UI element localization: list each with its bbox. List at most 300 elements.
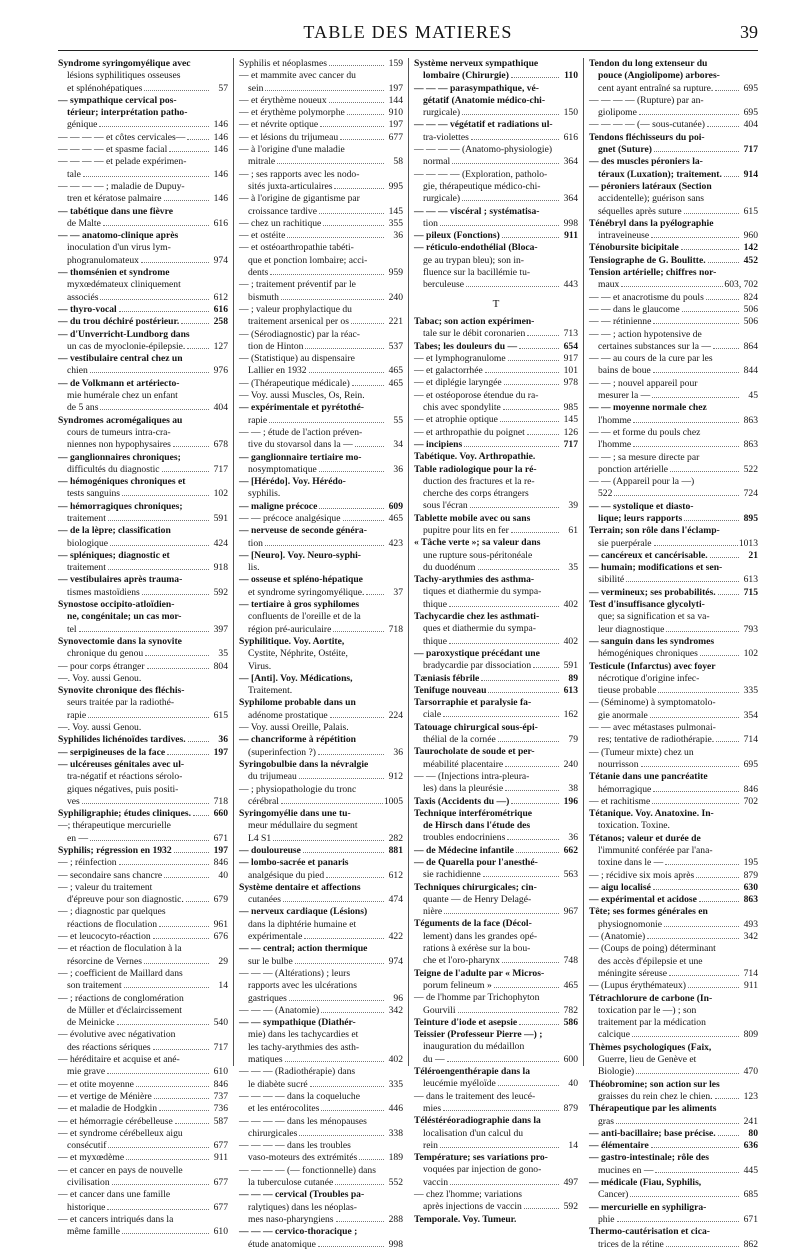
entry-text: — et hémorragie cérébelleuse bbox=[58, 1115, 173, 1127]
index-entry bbox=[239, 587, 403, 599]
entry-text: méningite séreuse bbox=[598, 967, 667, 979]
leader-dots bbox=[707, 126, 739, 127]
leader-dots bbox=[136, 1086, 209, 1087]
page-ref: 142 bbox=[743, 242, 758, 254]
leader-dots bbox=[318, 754, 384, 755]
entry-text: — thomsénien et syndrome bbox=[58, 267, 170, 279]
entry-text: Syndromes acromégaliques au bbox=[58, 414, 183, 426]
index-entry bbox=[589, 784, 758, 796]
index-entry bbox=[58, 993, 228, 1005]
index-entry bbox=[414, 562, 578, 574]
index-entry bbox=[589, 796, 758, 808]
entry-text: Traitement. bbox=[248, 685, 293, 697]
entry-text: le diabète sucré bbox=[248, 1078, 308, 1090]
leader-dots bbox=[99, 126, 209, 127]
index-entry bbox=[589, 1029, 758, 1041]
index-entry bbox=[589, 488, 758, 500]
page-ref: 717 bbox=[213, 1041, 228, 1053]
entry-text: — — au cours de la cure par les bbox=[589, 353, 713, 365]
index-entry bbox=[58, 464, 228, 476]
index-entry bbox=[589, 513, 758, 525]
index-entry bbox=[58, 636, 228, 648]
page-ref: 736 bbox=[213, 1103, 228, 1115]
index-entry bbox=[239, 1239, 403, 1251]
leader-dots bbox=[498, 741, 559, 742]
entry-text: — et ostéite bbox=[239, 230, 286, 242]
page-ref: 423 bbox=[388, 537, 403, 549]
page-ref: 402 bbox=[388, 1054, 403, 1066]
entry-text: ne, congénitale; un cas mor- bbox=[67, 611, 182, 623]
entry-text: tion de Hinton bbox=[248, 340, 304, 352]
index-entry bbox=[414, 267, 578, 279]
index-entry bbox=[239, 1214, 403, 1226]
entry-text: même famille bbox=[67, 1226, 121, 1238]
entry-text: térieur; interprétation patho- bbox=[67, 107, 188, 119]
entry-text: gastriques bbox=[248, 992, 287, 1004]
index-entry bbox=[58, 943, 228, 955]
entry-text: Syphilis et néoplasmes bbox=[239, 58, 327, 69]
entry-text: Syringomyélie dans une tu- bbox=[239, 808, 351, 820]
index-entry bbox=[589, 1017, 758, 1029]
index-entry bbox=[239, 365, 403, 377]
page-ref: 846 bbox=[743, 783, 758, 795]
entry-text: Tablette mobile avec ou sans bbox=[414, 512, 531, 524]
index-entry bbox=[58, 1128, 228, 1140]
entry-text: rurgicale) bbox=[423, 193, 461, 205]
index-entry bbox=[414, 918, 578, 930]
entry-text: Tæniasis fébrile bbox=[414, 672, 480, 684]
index-entry bbox=[239, 1116, 403, 1128]
page-ref: 123 bbox=[743, 1090, 758, 1102]
page-ref: 679 bbox=[213, 894, 228, 906]
index-entry bbox=[414, 1066, 578, 1078]
entry-text: expérimentale bbox=[248, 931, 303, 943]
index-entry bbox=[589, 329, 758, 341]
index-entry bbox=[58, 894, 228, 906]
index-entry bbox=[414, 414, 578, 426]
index-entry bbox=[414, 341, 578, 353]
entry-text: tiques et diathermie du sympa- bbox=[423, 586, 542, 598]
index-entry bbox=[58, 796, 228, 808]
entry-text: — et cancers intriqués dans la bbox=[58, 1213, 174, 1225]
page-ref: 36 bbox=[218, 734, 228, 746]
page-ref: 146 bbox=[213, 131, 228, 143]
leader-dots bbox=[154, 1098, 209, 1099]
entry-text: résorcine de Vernes bbox=[67, 955, 142, 967]
leader-dots bbox=[305, 348, 384, 349]
entry-text: graisses du rein chez le chien. bbox=[598, 1090, 713, 1102]
index-entry bbox=[239, 661, 403, 673]
entry-text: fluence sur la bacillémie tu- bbox=[423, 267, 531, 279]
leader-dots bbox=[653, 323, 739, 324]
leader-dots bbox=[283, 901, 384, 902]
index-entry bbox=[414, 636, 578, 648]
leader-dots bbox=[533, 667, 559, 668]
index-entry bbox=[414, 156, 578, 168]
index-entry bbox=[414, 377, 578, 389]
entry-text: Syphilis; régression en 1932 bbox=[58, 845, 172, 856]
index-entry bbox=[239, 464, 403, 476]
index-entry bbox=[414, 820, 578, 832]
leader-dots bbox=[715, 1098, 739, 1099]
page-ref: 695 bbox=[743, 107, 758, 119]
page-ref: 630 bbox=[743, 881, 758, 893]
index-entry bbox=[589, 156, 758, 168]
page-ref: 552 bbox=[388, 1177, 403, 1189]
entry-text: biologique bbox=[67, 537, 109, 549]
page-ref: 145 bbox=[563, 414, 578, 426]
index-entry bbox=[58, 439, 228, 451]
index-entry bbox=[589, 70, 758, 82]
leader-dots bbox=[670, 471, 739, 472]
entry-text: berculeuse bbox=[423, 279, 465, 291]
page-ref: 35 bbox=[218, 648, 228, 660]
index-entry bbox=[414, 906, 578, 918]
page-ref: 881 bbox=[388, 845, 403, 856]
index-entry bbox=[414, 845, 578, 857]
entry-text: — héréditaire et acquise et ané- bbox=[58, 1054, 180, 1066]
entry-text: — à l'origine d'une maladie bbox=[239, 144, 345, 156]
entry-text: — — — — dans les ménopauses bbox=[239, 1115, 367, 1127]
entry-text: — expérimental et acidose bbox=[589, 894, 697, 906]
entry-text: — [Hérédo]. Voy. Hérédo- bbox=[239, 476, 346, 488]
entry-text: — ganglionnaire tertiaire mo- bbox=[239, 451, 362, 463]
index-entry bbox=[589, 562, 758, 574]
index-entry bbox=[414, 1164, 578, 1176]
index-entry bbox=[239, 292, 403, 304]
entry-text: Teissier (Professeur Pierre —) ; bbox=[414, 1029, 543, 1041]
entry-text: normal bbox=[423, 156, 451, 168]
index-entry bbox=[239, 378, 403, 390]
index-entry bbox=[239, 488, 403, 500]
entry-text: mucines en — bbox=[598, 1164, 654, 1176]
entry-text: (superinfection ?) bbox=[248, 746, 316, 758]
index-entry bbox=[414, 206, 578, 218]
index-entry bbox=[58, 906, 228, 918]
page-ref: 36 bbox=[393, 463, 403, 475]
index-entry bbox=[58, 599, 228, 611]
entry-text: — — avec métastases pulmonai- bbox=[589, 722, 716, 734]
page-ref: 612 bbox=[213, 291, 228, 303]
entry-text: — (Statistique) au dispensaire bbox=[239, 353, 355, 365]
index-entry bbox=[589, 1054, 758, 1066]
index-entry bbox=[239, 1177, 403, 1189]
entry-text: génique bbox=[67, 119, 98, 131]
page-ref: 748 bbox=[563, 955, 578, 967]
leader-dots bbox=[335, 1184, 384, 1185]
leader-dots bbox=[440, 225, 559, 226]
index-entry bbox=[58, 1066, 228, 1078]
entry-text: tel bbox=[67, 623, 77, 635]
index-entry bbox=[58, 402, 228, 414]
entry-text: Syphiligraphie; études cliniques. bbox=[58, 808, 192, 820]
entry-text: et splénohépatiques bbox=[67, 82, 143, 94]
page-ref: 79 bbox=[568, 734, 578, 746]
index-entry bbox=[239, 1029, 403, 1041]
index-entry bbox=[58, 587, 228, 599]
index-entry bbox=[58, 230, 228, 242]
entry-text: giques négatives, puis positi- bbox=[67, 783, 179, 795]
page-ref: 37 bbox=[393, 586, 403, 598]
leader-dots bbox=[665, 864, 739, 865]
entry-text: — — — — et spasme facial bbox=[58, 144, 168, 156]
entry-text: trices de la rétine bbox=[598, 1238, 664, 1250]
index-entry bbox=[589, 722, 758, 734]
page-ref: 144 bbox=[388, 94, 403, 106]
index-entry bbox=[239, 107, 403, 119]
entry-text: Tachy-arythmies des asthma- bbox=[414, 574, 535, 586]
index-entry bbox=[239, 550, 403, 562]
entry-text: — — — — dans la coqueluche bbox=[239, 1090, 360, 1102]
entry-text: civilisation bbox=[67, 1177, 110, 1189]
leader-dots bbox=[508, 360, 559, 361]
entry-text: — et ostéoporose étendue du ra- bbox=[414, 389, 539, 401]
entry-text: traitement bbox=[67, 512, 106, 524]
leader-dots bbox=[621, 286, 723, 287]
entry-text: ralytiques) dans les néoplas- bbox=[248, 1201, 357, 1213]
index-entry bbox=[239, 747, 403, 759]
page-ref: 89 bbox=[568, 672, 578, 684]
index-entry bbox=[58, 144, 228, 156]
entry-text: — et rachitisme bbox=[589, 795, 651, 807]
index-entry bbox=[58, 845, 228, 857]
entry-text: lique; leurs rapports bbox=[598, 512, 683, 524]
leader-dots bbox=[90, 840, 209, 841]
index-entry bbox=[589, 611, 758, 623]
entry-text: — osseuse et spléno-hépatique bbox=[239, 574, 363, 586]
index-entry bbox=[589, 1140, 758, 1152]
index-entry bbox=[58, 218, 228, 230]
page-ref: 695 bbox=[743, 758, 758, 770]
entry-text: troubles endocriniens bbox=[423, 832, 506, 844]
page-ref: 14 bbox=[218, 980, 228, 992]
entry-text: — des muscles péroniers la- bbox=[589, 156, 703, 168]
leader-dots bbox=[444, 913, 559, 914]
page-ref: 101 bbox=[563, 365, 578, 377]
leader-dots bbox=[281, 803, 383, 804]
leader-dots bbox=[478, 569, 560, 570]
entry-text: Tenifuge nouveau bbox=[414, 684, 487, 696]
page-header bbox=[58, 22, 758, 48]
entry-text: phie bbox=[598, 1213, 615, 1225]
index-entry bbox=[239, 119, 403, 131]
leader-dots bbox=[447, 1061, 559, 1062]
page-ref: 612 bbox=[388, 869, 403, 881]
entry-text: — ; réactions de conglomération bbox=[58, 992, 184, 1004]
index-entry bbox=[239, 1017, 403, 1029]
index-entry bbox=[239, 980, 403, 992]
entry-text: — chez l'homme; variations bbox=[414, 1189, 523, 1201]
leader-dots bbox=[340, 139, 384, 140]
entry-text: des réactions sériques bbox=[67, 1041, 151, 1053]
page-ref: 717 bbox=[563, 438, 578, 450]
leader-dots bbox=[193, 815, 209, 816]
page-ref: 29 bbox=[218, 955, 228, 967]
entry-text: — expérimentale et pyrétothé- bbox=[239, 402, 364, 414]
entry-text: — réticulo-endothélial (Bloca- bbox=[414, 242, 538, 254]
page-ref: 863 bbox=[743, 894, 758, 906]
index-entry bbox=[58, 488, 228, 500]
index-entry bbox=[239, 611, 403, 623]
leader-dots bbox=[153, 1049, 209, 1050]
index-entry bbox=[239, 648, 403, 660]
index-entry bbox=[414, 1189, 578, 1201]
index-entry bbox=[58, 316, 228, 328]
leader-dots bbox=[653, 791, 739, 792]
entry-text: ves bbox=[67, 795, 80, 807]
entry-text: mie grave bbox=[67, 1066, 106, 1078]
entry-text: du — bbox=[423, 1053, 445, 1065]
entry-text: lis. bbox=[248, 562, 260, 574]
index-entry bbox=[414, 1005, 578, 1017]
leader-dots bbox=[88, 717, 209, 718]
page-ref: 102 bbox=[743, 648, 758, 660]
index-entry bbox=[239, 857, 403, 869]
entry-text: cherche des corps étrangers bbox=[423, 488, 529, 500]
entry-text: — — — — et côtes cervicales— bbox=[58, 131, 186, 143]
entry-text: — et arthropathie du poignet bbox=[414, 426, 525, 438]
leader-dots bbox=[122, 1233, 209, 1234]
leader-dots bbox=[100, 409, 209, 410]
index-entry bbox=[414, 857, 578, 869]
leader-dots bbox=[117, 1024, 209, 1025]
index-entry bbox=[239, 808, 403, 820]
entry-text: — ; réinfection bbox=[58, 857, 117, 869]
leader-dots bbox=[524, 1208, 559, 1209]
entry-text: — cancéreux et cancérisable. bbox=[589, 549, 708, 561]
entry-text: Tétanique. Voy. Anatoxine. In- bbox=[589, 808, 714, 820]
index-entry bbox=[239, 242, 403, 254]
entry-text: — de Volkmann et artériecto- bbox=[58, 377, 180, 389]
leader-dots bbox=[334, 188, 384, 189]
index-entry bbox=[414, 439, 578, 451]
leader-dots bbox=[516, 852, 559, 853]
index-entry bbox=[589, 452, 758, 464]
index-entry bbox=[414, 1017, 578, 1029]
page-ref: 592 bbox=[213, 586, 228, 598]
page-ref: 424 bbox=[213, 537, 228, 549]
index-entry bbox=[239, 1189, 403, 1201]
entry-text: — humain; modifications et sen- bbox=[589, 562, 723, 574]
index-entry bbox=[414, 255, 578, 267]
entry-text: nière bbox=[423, 906, 443, 918]
index-entry bbox=[414, 968, 578, 980]
leader-dots bbox=[650, 717, 739, 718]
index-entry bbox=[589, 759, 758, 771]
index-entry bbox=[239, 574, 403, 586]
index-entry bbox=[589, 538, 758, 550]
entry-text: tismes mastoïdiens bbox=[67, 586, 140, 598]
leader-dots bbox=[651, 1147, 739, 1148]
entry-text: Tendons fléchisseurs du poi- bbox=[589, 131, 705, 143]
leader-dots bbox=[366, 594, 384, 595]
index-entry bbox=[414, 119, 578, 131]
entry-text: pouce (Angiolipome) arbores- bbox=[598, 70, 720, 82]
index-entry bbox=[239, 906, 403, 918]
page-ref: 713 bbox=[563, 328, 578, 340]
index-entry bbox=[58, 919, 228, 931]
entry-text: que; sa signification et sa va- bbox=[598, 611, 710, 623]
entry-text: maux bbox=[598, 279, 620, 291]
entry-text: de Hirsch dans l'étude des bbox=[423, 820, 531, 832]
entry-text: — — systolique et diasto- bbox=[589, 500, 694, 512]
entry-text: Tarsorraphie et paralysie fa- bbox=[414, 697, 532, 709]
index-entry bbox=[589, 181, 758, 193]
page-ref: 282 bbox=[388, 832, 403, 844]
entry-text: — — — — (Rupture) par an- bbox=[589, 94, 704, 106]
entry-text: bradycardie par dissociation bbox=[423, 660, 532, 672]
page-ref: 34 bbox=[393, 439, 403, 451]
leader-dots bbox=[265, 90, 384, 91]
entry-text: — ; coefficient de Maillard dans bbox=[58, 967, 183, 979]
leader-dots bbox=[351, 323, 384, 324]
index-entry bbox=[239, 415, 403, 427]
index-entry bbox=[414, 316, 578, 328]
entry-text: Cancer) bbox=[598, 1189, 629, 1201]
page-ref: 338 bbox=[388, 1127, 403, 1139]
index-entry bbox=[414, 722, 578, 734]
entry-text: — — (Injections intra-pleura- bbox=[414, 770, 530, 782]
entry-text: — — et anacrotisme du pouls bbox=[589, 291, 704, 303]
index-entry bbox=[414, 390, 578, 402]
entry-text: — — — viscéral ; systématisa- bbox=[414, 205, 540, 217]
entry-text: — ; valeur prophylactique du bbox=[239, 303, 352, 315]
leader-dots bbox=[281, 299, 384, 300]
index-entry bbox=[58, 95, 228, 107]
page-ref: 613 bbox=[563, 684, 578, 696]
index-entry bbox=[414, 402, 578, 414]
leader-dots bbox=[511, 77, 559, 78]
entry-text: Tétrachlorure de carbone (In- bbox=[589, 992, 713, 1004]
page-ref: 404 bbox=[213, 402, 228, 414]
page-ref: 342 bbox=[743, 931, 758, 943]
index-entry bbox=[239, 83, 403, 95]
page-ref: 465 bbox=[388, 377, 403, 389]
index-entry bbox=[58, 1017, 228, 1029]
index-entry bbox=[239, 562, 403, 574]
leader-dots bbox=[103, 225, 209, 226]
index-entry bbox=[589, 599, 758, 611]
index-entry bbox=[589, 624, 758, 636]
entry-text: — tabétique dans une fièvre bbox=[58, 205, 173, 217]
entry-text: toxication par le —) ; son bbox=[598, 1004, 697, 1016]
entry-text: localisation d'un calcul du bbox=[423, 1127, 524, 1139]
entry-text: — et myxœdème bbox=[58, 1152, 125, 1164]
index-entry bbox=[239, 1165, 403, 1177]
index-entry bbox=[414, 586, 578, 598]
index-entry bbox=[589, 365, 758, 377]
index-entry bbox=[239, 193, 403, 205]
page-ref: 976 bbox=[213, 365, 228, 377]
index-entry bbox=[414, 660, 578, 672]
entry-text: pupitre pour lits en fer bbox=[423, 524, 509, 536]
index-entry bbox=[589, 279, 758, 291]
index-entry bbox=[58, 1140, 228, 1152]
header-rule bbox=[58, 50, 758, 51]
index-entry bbox=[58, 624, 228, 636]
entry-text: région pré-auriculaire bbox=[248, 623, 332, 635]
index-entry bbox=[589, 931, 758, 943]
index-entry bbox=[58, 341, 228, 353]
index-entry bbox=[58, 181, 228, 193]
index-entry bbox=[589, 906, 758, 918]
entry-text: Lallier en 1932 bbox=[248, 365, 307, 377]
entry-text: Synostose occipito-atloïdien- bbox=[58, 599, 175, 611]
index-entry bbox=[589, 833, 758, 845]
leader-dots bbox=[319, 508, 384, 509]
entry-text: — — — cervical (Troubles pa- bbox=[239, 1189, 365, 1201]
entry-text: Teigne de l'adulte par « Micros- bbox=[414, 967, 545, 979]
